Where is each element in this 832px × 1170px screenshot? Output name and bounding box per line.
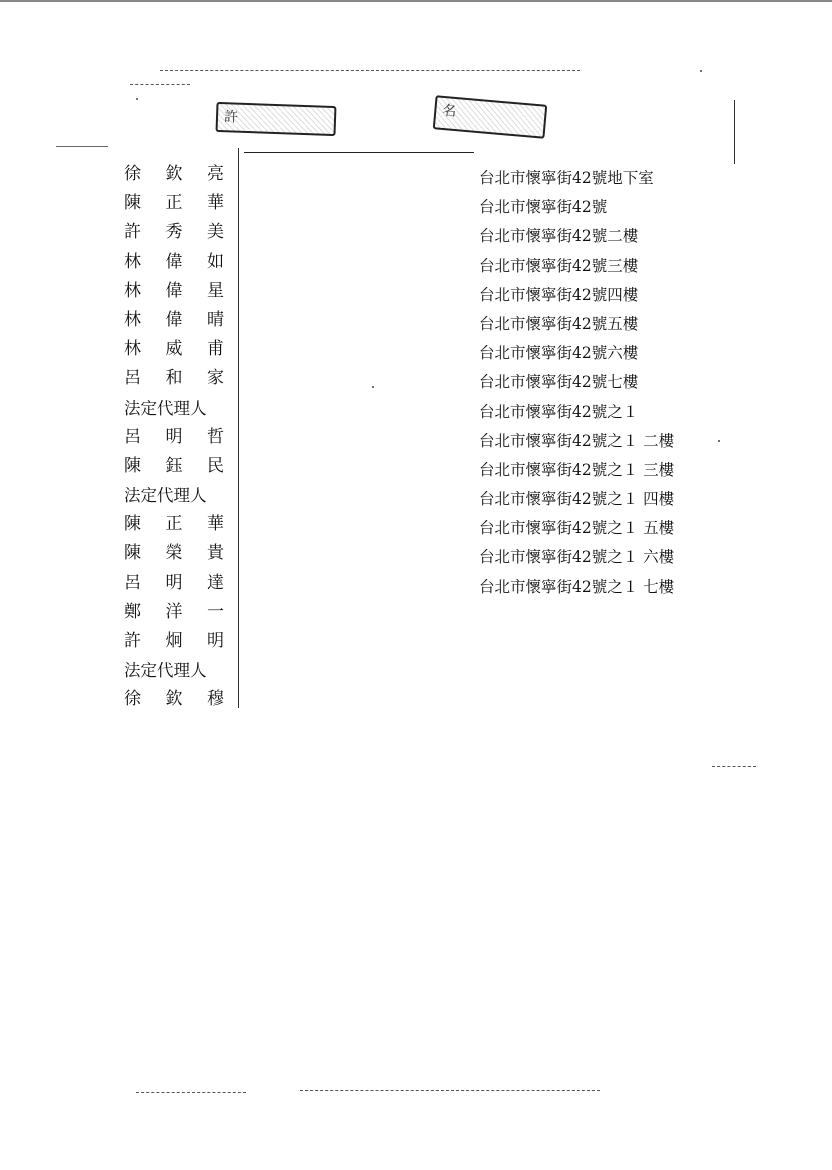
address-entry: 台北市懷寧街42號地下室 [479,169,654,187]
name-char: 華 [207,514,224,535]
name-entry [124,335,224,364]
seal-stamp-right [433,95,548,139]
name-char: 達 [207,572,224,593]
name-text [124,627,224,656]
name-char: 陳 [124,543,141,564]
name-text [124,598,224,627]
table-top-rule [244,152,474,153]
seal-text-left: 許 [223,109,239,126]
address-list [479,164,719,602]
name-char: 哲 [207,426,224,447]
address-entry: 台北市懷寧街42號之１ [479,402,639,421]
name-char: 鄭 [124,601,141,622]
name-char: 欽 [165,164,183,184]
bottom-rule-short [136,1092,246,1093]
header-rule-short [130,84,190,85]
name-char: 陳 [124,514,141,535]
address-entry: 台北市懷寧街42號之１ 五樓 [479,519,675,538]
address-entry: 台北市懷寧街42號之１ 二樓 [479,431,675,450]
name-entry [124,685,224,714]
bottom-rule [300,1090,600,1091]
name-char: 偉 [165,309,183,330]
name-char: 許 [124,222,141,243]
right-margin-line [734,100,735,164]
name-char: 呂 [124,368,141,389]
name-char: 陳 [124,193,141,214]
name-char: 許 [124,631,141,651]
top-scan-edge [0,0,832,2]
header-rule [160,70,580,71]
name-char: 民 [207,455,224,476]
scan-speck [700,70,702,72]
name-char: 一 [207,601,224,622]
address-entry: 台北市懷寧街42號四樓 [479,285,639,304]
name-text [124,277,224,306]
name-entry [124,277,224,306]
name-char: 林 [124,251,141,272]
name-text [124,306,224,335]
name-char: 徐 [124,689,141,710]
seal-stamp-left [216,102,337,136]
name-char: 美 [207,222,224,243]
name-entry [124,598,224,627]
name-text [124,685,224,714]
name-char: 洋 [165,601,183,622]
address-entry: 台北市懷寧街42號二樓 [479,227,639,246]
address-entry: 台北市懷寧街42號五樓 [479,314,639,333]
name-text [124,452,224,481]
legal-representative-label [124,481,224,510]
address-entry: 台北市懷寧街42號之１ 四樓 [479,490,675,509]
column-divider [238,148,239,708]
name-entry [124,364,224,393]
name-char: 明 [165,572,183,593]
name-text [124,218,224,247]
address-entry: 台北市懷寧街42號之１ 六樓 [479,548,675,567]
name-char: 偉 [165,280,183,301]
name-text [124,569,224,598]
name-text [124,423,224,452]
name-char: 呂 [124,426,141,447]
name-text [124,189,224,218]
scan-speck [372,386,374,388]
address-entry: 台北市懷寧街42號之１ 七樓 [479,577,675,596]
name-char: 陳 [124,455,141,476]
name-text: 法定代理人 [124,661,207,681]
name-char: 穆 [207,689,224,710]
name-entry [124,627,224,656]
name-text: 法定代理人 [124,398,207,418]
name-char: 家 [207,368,224,389]
scan-speck [718,440,720,442]
name-char: 如 [207,251,224,272]
name-text [124,539,224,568]
party-name-list [124,160,224,715]
address-entry: 台北市懷寧街42號七樓 [479,373,639,392]
seal-text-right: 名 [441,102,458,121]
name-char: 和 [165,368,183,389]
name-char: 星 [207,280,224,301]
name-char: 正 [165,514,183,535]
name-text [124,335,224,364]
name-char: 明 [165,426,183,447]
name-entry [124,452,224,481]
name-entry [124,218,224,247]
name-text [124,160,224,189]
name-char: 林 [124,280,141,301]
margin-dash-left [56,146,108,147]
name-char: 榮 [165,543,183,564]
name-entry [124,423,224,452]
name-entry [124,160,224,189]
name-char: 秀 [165,222,183,243]
name-char: 林 [124,309,141,330]
name-char: 呂 [124,572,141,593]
name-char: 正 [165,193,183,214]
name-char: 貴 [207,543,224,564]
side-mark [712,766,756,767]
name-char: 林 [124,339,141,360]
address-entry: 台北市懷寧街42號六樓 [479,344,639,363]
name-entry [124,569,224,598]
name-char: 甫 [207,339,224,360]
name-char: 徐 [124,164,141,184]
name-char: 華 [207,193,224,214]
address-entry: 台北市懷寧街42號三樓 [479,256,639,275]
name-entry [124,189,224,218]
scan-speck [136,98,138,100]
name-text: 法定代理人 [124,486,207,506]
name-char: 偉 [165,251,183,272]
name-char: 鈺 [165,455,183,476]
name-char: 威 [165,339,183,360]
name-text [124,364,224,393]
name-entry [124,306,224,335]
name-char: 晴 [207,309,224,330]
name-char: 欽 [165,689,183,710]
name-text [124,510,224,539]
name-entry [124,248,224,277]
name-char: 亮 [207,164,224,184]
address-entry: 台北市懷寧街42號 [479,198,608,217]
name-char: 炯 [165,631,183,651]
name-entry [124,539,224,568]
legal-representative-label [124,394,224,423]
name-text [124,248,224,277]
name-entry [124,510,224,539]
legal-representative-label [124,656,224,685]
name-char: 明 [207,631,224,651]
address-entry: 台北市懷寧街42號之１ 三樓 [479,460,675,479]
